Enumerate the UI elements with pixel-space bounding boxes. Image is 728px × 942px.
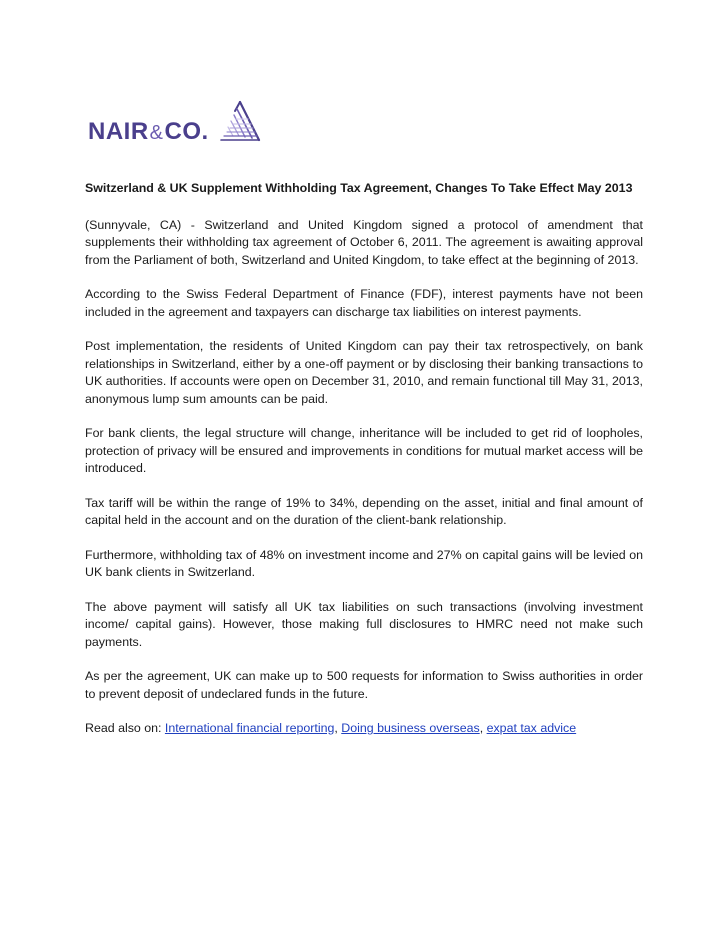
- paragraph-fdf: According to the Swiss Federal Department of Finance (FDF), interest payments have not been included in the agreement and taxpayers can discharge tax liabilities on interest payments.: [85, 287, 643, 319]
- pyramid-logo-icon: [215, 98, 265, 148]
- logo-text-amp: &: [149, 122, 164, 144]
- paragraph-tax-tariff: Tax tariff will be within the range of 19% to 34%, depending on the asset, initial and final amount of capital held in the account and on the duration of the client-bank relationship.: [85, 495, 643, 527]
- link-separator: ,: [479, 721, 487, 735]
- read-also-prefix: Read also on:: [85, 721, 165, 735]
- paragraph-requests: As per the agreement, UK can make up to 500 requests for information to Swiss authorities in order to prevent deposit of undeclared funds in the future.: [85, 669, 643, 701]
- article-body: [85, 180, 643, 738]
- logo-text-end: CO.: [164, 118, 209, 145]
- paragraph-implementation: Post implementation, the residents of United Kingdom can pay their tax retrospectively, on bank relationships in Switzerland, either by a one-off payment or by disclosing their banking transactions to UK authorities. If accounts were open on December 31, 2010, and remain functional till May 31, 2013, anonymous lump sum amounts can be paid.: [85, 339, 643, 406]
- paragraph-intro: (Sunnyvale, CA) - Switzerland and United Kingdom signed a protocol of amendment that supplements their withholding tax agreement of October 6, 2011. The agreement is awaiting approval from the Parliament of both, Switzerland and United Kingdom, to take effect at the beginning of 2013.: [85, 217, 643, 267]
- article-title: Switzerland & UK Supplement Withholding Tax Agreement, Changes To Take Effect May 2013: [85, 181, 633, 195]
- link-expat-tax-advice[interactable]: expat tax advice: [486, 721, 577, 735]
- paragraph-withholding: Furthermore, withholding tax of 48% on investment income and 27% on capital gains will be levied on UK bank clients in Switzerland.: [85, 547, 643, 579]
- link-doing-business-overseas[interactable]: Doing business overseas: [341, 721, 480, 735]
- link-separator: ,: [334, 721, 342, 735]
- logo-wordmark: [88, 120, 209, 144]
- paragraph-bank-clients: For bank clients, the legal structure will change, inheritance will be included to get rid of loopholes, protection of privacy will be ensured and improvements in conditions for mutual market access will be introduced.: [85, 426, 643, 475]
- link-international-financial-reporting[interactable]: International financial reporting: [164, 721, 335, 735]
- paragraph-payment: The above payment will satisfy all UK tax liabilities on such transactions (involving investment income/ capital gains). However, those making full disclosures to HMRC need not make such payments.: [85, 599, 643, 649]
- company-logo: [88, 96, 265, 148]
- read-also-line: [85, 720, 643, 738]
- logo-text-main: NAIR: [88, 118, 149, 145]
